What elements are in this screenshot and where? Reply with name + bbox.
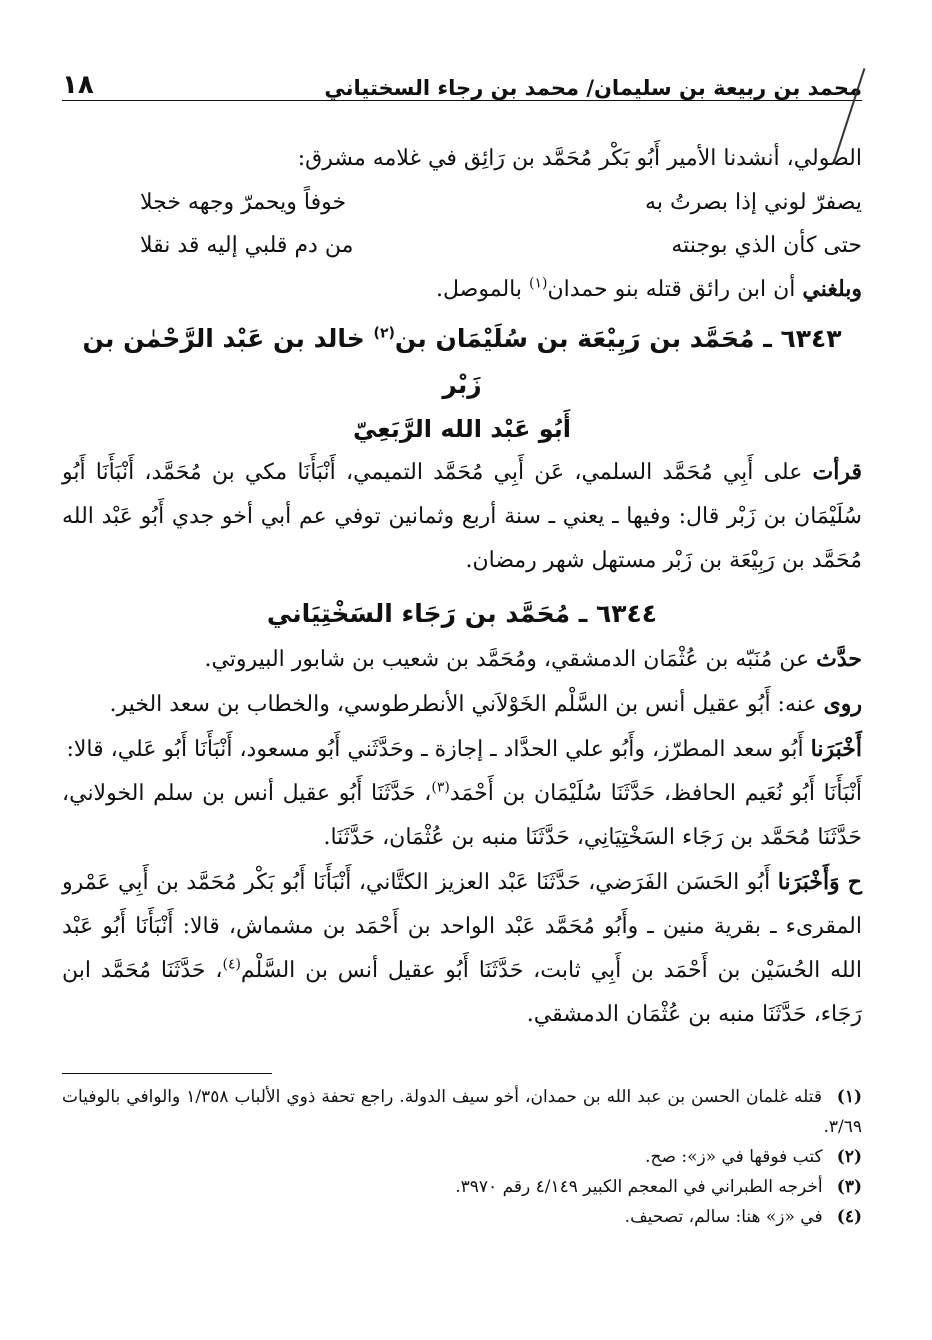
paragraph-text: أن ابن رائق قتله بنو حمدان [547, 277, 796, 302]
paragraph-text: ، حَدَّثَنَا مُحَمَّد ابن رَجَاء، حَدَّثَنَا منبه بن عُثْمَان الدمشقي. [62, 958, 862, 1027]
lead-word: روى [823, 691, 862, 717]
paragraph-text: عنه: أَبُو عقيل أنس بن السَّلْم الخَوْلاَني الأنطرطوسي، والخطاب بن سعد الخير. [109, 692, 817, 717]
paragraph-informed [62, 727, 862, 772]
paragraph-isnad-1 [62, 772, 862, 860]
verse-line-1 [62, 181, 862, 224]
entry-6343-kunya: أَبُو عَبْد الله الرَّبَعِيّ [352, 415, 571, 443]
paragraph-reading [62, 450, 862, 583]
paragraph-narrated [62, 637, 862, 682]
lead-word: أَخْبَرَنا [810, 736, 862, 762]
verse-2-first-hemistich: حتى كأن الذي بوجنته [671, 233, 862, 258]
entry-6343-title [62, 316, 862, 408]
footnote-text: أخرجه الطبراني في المعجم الكبير ٤/١٤٩ رقم ٣٩٧٠. [455, 1177, 823, 1197]
verse-line-2 [62, 224, 862, 267]
footnote-2 [62, 1142, 862, 1172]
running-title: محمد بن ربيعة بن سليمان/ محمد بن رجاء السختياني [324, 76, 862, 100]
entry-6344-title: ٦٣٤٤ ـ مُحَمَّد بن رَجَاء السَخْتِيَاني [266, 599, 658, 628]
paragraph-text: أَبُو سعد المطرّز، وأَبُو علي الحدَّاد ـ إجازة ـ وحَدَّثَني أَبُو مسعود، أَنْبَأَنَا أَبُو عَلي، قالا: [66, 737, 804, 762]
footnote-ref: (٤) [222, 956, 241, 973]
footnote-number: (٣) [836, 1177, 862, 1197]
paragraph-text: ، حَدَّثَنَا أَبُو عقيل أنس بن سلم الخولاني، حَدَّثَنَا مُحَمَّد بن رَجَاء السَخْتِيَانِي، حَدَّثَنَا منبه بن عُثْمَان، حَدَّثَنَا. [62, 781, 862, 850]
verse-1-second-hemistich: خوفاً ويحمرّ وجهه خجلا [140, 190, 347, 215]
paragraph-transmitters [62, 682, 862, 727]
footnote-number: (٢) [836, 1147, 862, 1167]
paragraph-text: أَنْبَأَنَا أَبُو نُعَيم الحافظ، حَدَّثَنَا سُلَيْمَان بن أَحْمَد [449, 781, 863, 806]
lead-word: حدَّث [816, 646, 862, 672]
footnote-ref: (٣) [431, 779, 450, 796]
paragraph-text: بالموصل. [436, 277, 522, 302]
lead-word: وبلغني [802, 276, 862, 302]
entry-title-part: ٦٣٤٣ ـ مُحَمَّد بن رَبِيْعَة بن سُلَيْمَان بن [394, 324, 842, 353]
footnotes [62, 1082, 862, 1232]
page-number: ١٨ [62, 70, 94, 100]
footnote-3 [62, 1172, 862, 1202]
paragraph-intro: الصولي، أنشدنا الأمير أَبُو بَكْر مُحَمَّد بن رَائِق في غلامه مشرق: [297, 146, 862, 171]
lead-word: ح وَأَخْبَرَنا [777, 869, 862, 895]
footnote-text: كتب فوقها في «ز»: صح. [645, 1147, 823, 1167]
footnote-number: (٤) [836, 1207, 862, 1227]
entry-title-part: خالد بن عَبْد الرَّحْمٰن بن زَبْر [82, 324, 482, 399]
footnote-ref: (٢) [373, 325, 395, 342]
verse-2-second-hemistich: من دم قلبي إليه قد نقلا [140, 233, 354, 258]
paragraph-news [62, 267, 862, 312]
paragraph-isnad-2 [62, 860, 862, 1037]
footnote-number: (١) [836, 1087, 862, 1107]
paragraph-text: على أَبِي مُحَمَّد السلمي، عَن أَبِي مُحَمَّد التميمي، أَنْبَأَنَا مكي بن مُحَمَّد، أَنْبَأَنَا أَبُو سُلَيْمَان بن زَبْر قال: وفيها ـ يعني ـ سنة أربع وثمانين توفي عم أبي أخو جدي أَبُو عَبْد الله مُحَمَّد بن رَبِيْعَة بن زَبْر مستهل شهر رمضان. [62, 460, 862, 573]
paragraph-text: عن مُنَبّه بن عُثْمَان الدمشقي، ومُحَمَّد بن شعيب بن شابور البيروتي. [204, 647, 810, 672]
lead-word: قرأت [812, 459, 862, 485]
footnote-ref: (١) [528, 275, 548, 292]
running-header [62, 60, 862, 101]
verse-1-first-hemistich: يصفرّ لوني إذا بصرتُ به [645, 190, 862, 215]
footnote-4 [62, 1202, 862, 1232]
paragraph-text: أَبُو الحَسَن الفَرَضي، حَدَّثَنَا عَبْد العزيز الكتَّاني، أَنْبَأَنَا أَبُو بَكْر مُحَمَّد بن أَبِي عَمْرو المقرىء ـ بقرية منين ـ وأَبُو مُحَمَّد عَبْد الواحد بن أَحْمَد بن مشماش، قالا: أَنْبَأَنَا أَبُو عَبْد الله الحُسَيْن بن أَحْمَد بن أَبِي ثابت، حَدَّثَنَا أَبُو عقيل أنس بن السَّلْم [62, 870, 862, 983]
footnote-text: في «ز» هنا: سالم، تصحيف. [624, 1207, 823, 1227]
main-text [62, 137, 862, 1037]
footnote-text: قتله غلمان الحسن بن عبد الله بن حمدان، أخو سيف الدولة. راجع تحفة ذوي الألباب ١/٣٥٨ والوافي بالوفيات ٣/٦٩. [62, 1087, 862, 1137]
footnote-1 [62, 1082, 862, 1142]
footnote-divider [62, 1073, 272, 1074]
